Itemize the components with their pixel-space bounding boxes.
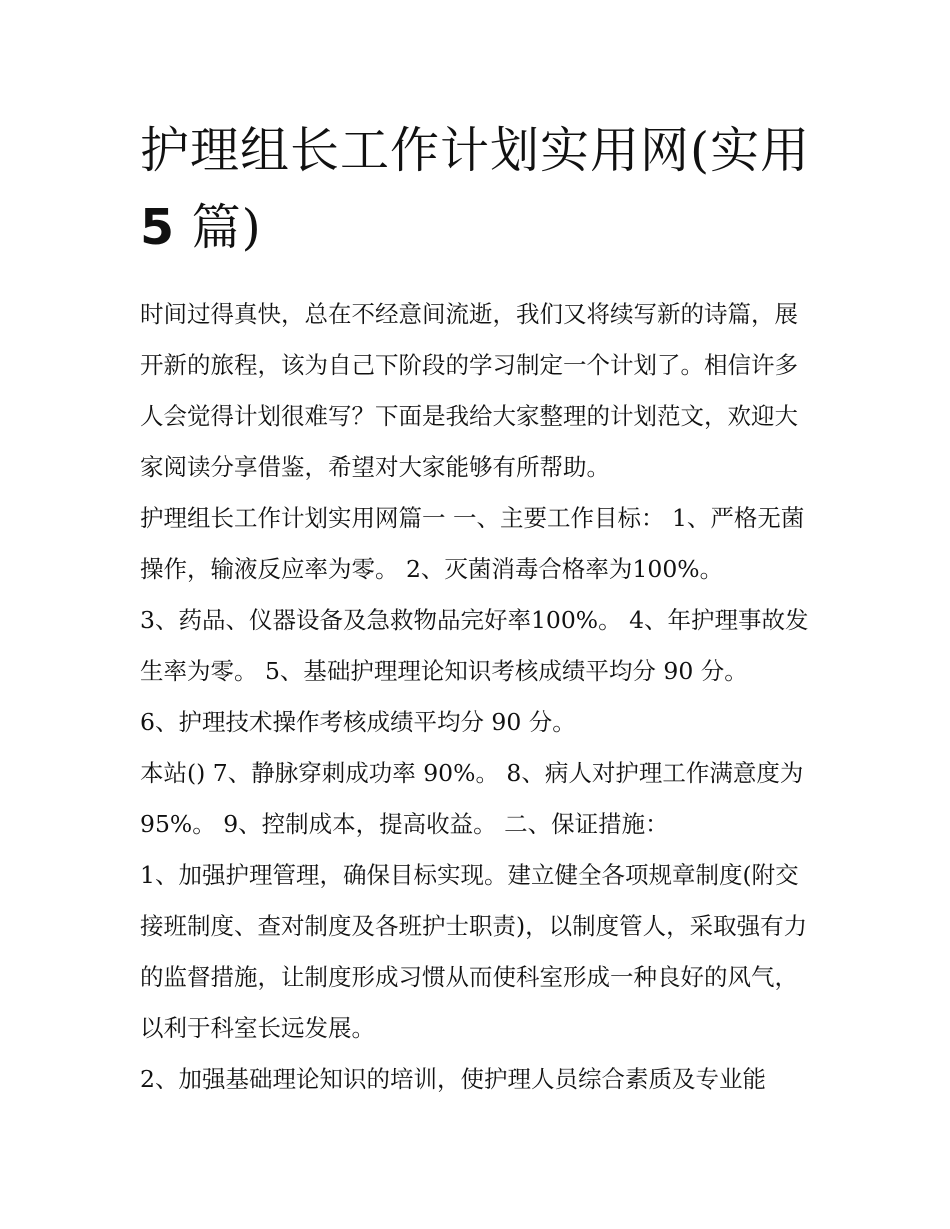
document-title bbox=[140, 112, 812, 266]
document-page bbox=[140, 112, 812, 1105]
title-text: 护理组长工作计划实用网(实用 bbox=[140, 122, 811, 179]
title-suffix: 篇) bbox=[175, 199, 262, 256]
title-number: 5 bbox=[140, 199, 176, 256]
paragraph-goals-2: 3、药品、仪器设备及急救物品完好率100%。 4、年护理事故发生率为零。 5、基础护理理论知识考核成绩平均分 90 分。 bbox=[140, 606, 809, 685]
paragraph-goals-1: 护理组长工作计划实用网篇一 一、主要工作目标： 1、严格无菌操作，输液反应率为零。 2、灭菌消毒合格率为100%。 bbox=[140, 504, 805, 583]
paragraph-intro: 时间过得真快，总在不经意间流逝，我们又将续写新的诗篇，展开新的旅程，该为自己下阶段的学习制定一个计划了。相信许多人会觉得计划很难写？下面是我给大家整理的计划范文，欢迎大家阅读分享借鉴，希望对大家能够有所帮助。 bbox=[140, 300, 798, 481]
paragraph-measure-1: 1、加强护理管理，确保目标实现。建立健全各项规章制度(附交接班制度、查对制度及各班护士职责)，以制度管人，采取强有力的监督措施，让制度形成习惯从而使科室形成一种良好的风气，以利于科室长远发展。 bbox=[140, 861, 808, 1042]
paragraph-measure-2: 2、加强基础理论知识的培训，使护理人员综合素质及专业能 bbox=[140, 1065, 766, 1093]
paragraph-goals-4: 本站() 7、静脉穿刺成功率 90%。 8、病人对护理工作满意度为95%。 9、控制成本，提高收益。 二、保证措施： bbox=[140, 759, 804, 838]
document-body bbox=[140, 289, 812, 1105]
paragraph-goals-3: 6、护理技术操作考核成绩平均分 90 分。 bbox=[140, 708, 576, 736]
